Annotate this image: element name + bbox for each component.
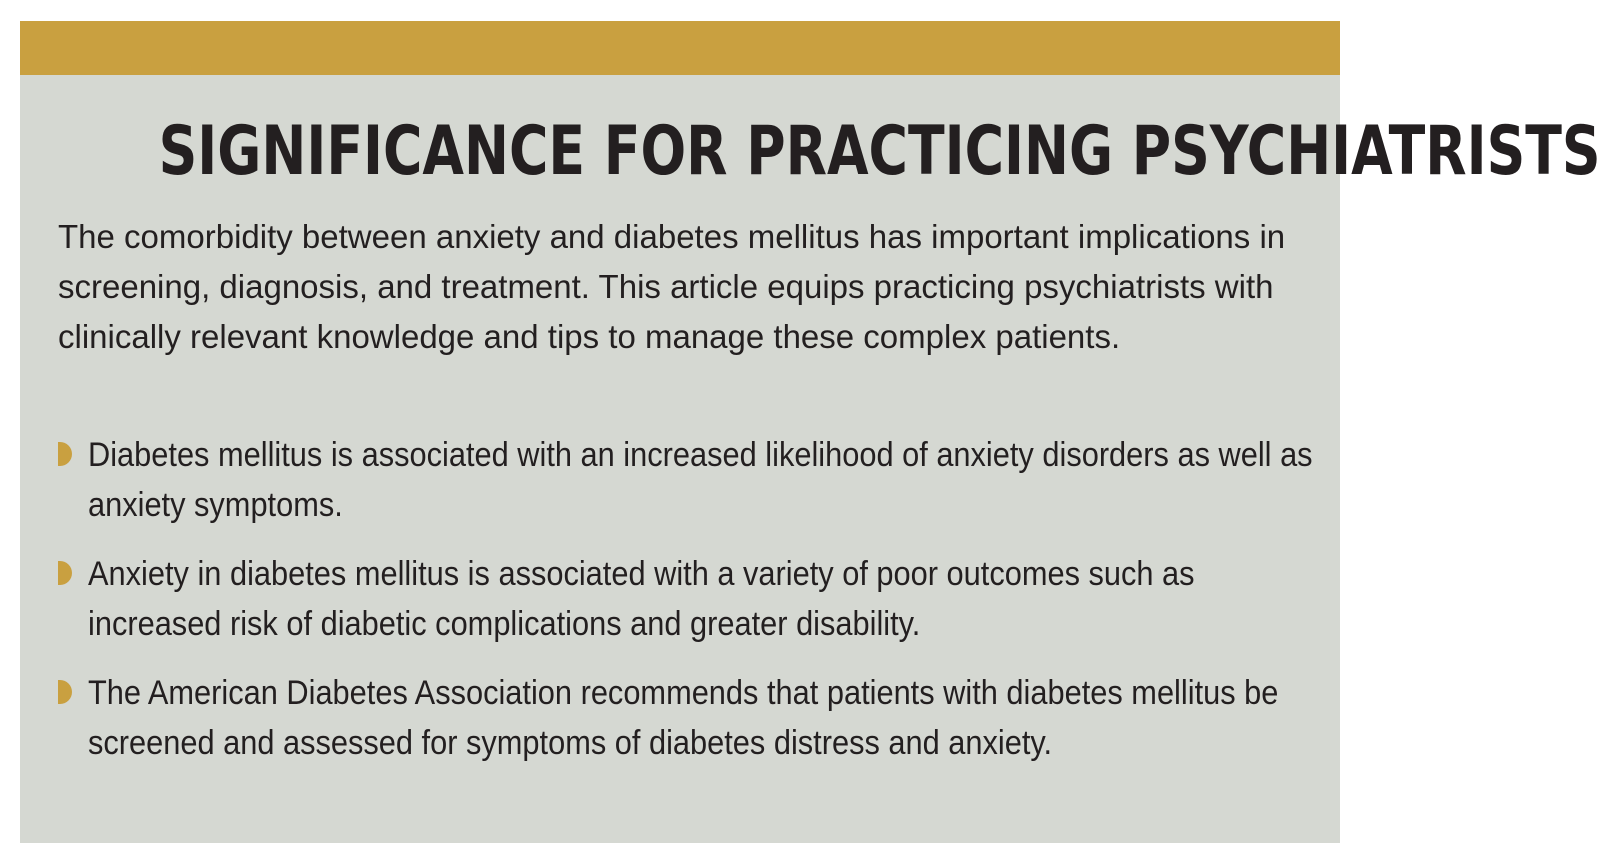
intro-paragraph: The comorbidity between anxiety and diabetes mellitus has important implications in screening, diagnosis, and treatment. This article equips practicing psychiatrists with clinically relevant knowledge and tips to manage these complex patients. <box>58 218 1286 355</box>
bullet-marker-icon <box>58 442 72 466</box>
info-panel <box>20 21 1601 843</box>
bullet-text: Diabetes mellitus is associated with an increased likelihood of anxiety disorders as well as anxiety symptoms. <box>88 436 1313 524</box>
bullet-text: Anxiety in diabetes mellitus is associated with a variety of poor outcomes such as increased risk of diabetic complications and greater disability. <box>88 555 1195 643</box>
list-item <box>58 549 1328 649</box>
bullet-marker-icon <box>58 561 72 585</box>
bullet-list <box>58 430 1328 787</box>
accent-bar <box>20 21 1340 75</box>
list-item <box>58 668 1328 768</box>
bullet-text: The American Diabetes Association recommends that patients with diabetes mellitus be screened and assessed for symptoms of diabetes distress and anxiety. <box>88 674 1279 762</box>
panel-title: SIGNIFICANCE FOR PRACTICING PSYCHIATRISTS <box>158 112 1601 191</box>
list-item <box>58 430 1328 530</box>
bullet-marker-icon <box>58 680 72 704</box>
